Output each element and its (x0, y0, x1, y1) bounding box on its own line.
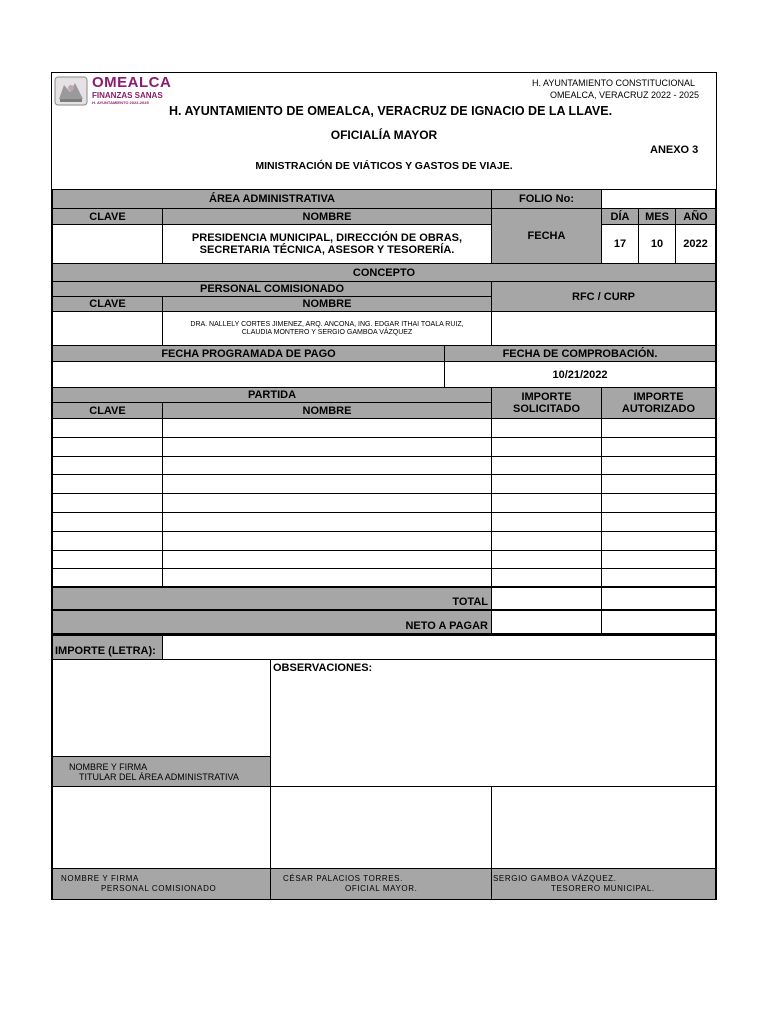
personal-names-line2: CLAUDIA MONTERO Y SERGIO GAMBOA VÁZQUEZ (241, 328, 413, 336)
autorizado-line1: IMPORTE (633, 391, 684, 403)
partida-clave-label: CLAVE (52, 402, 163, 419)
solicitado-line2: SOLICITADO (512, 403, 580, 415)
oficial-caption-line2: OFICIAL MAYOR. (345, 884, 418, 893)
total-label-text: TOTAL (452, 596, 488, 608)
neto-solicitado[interactable] (491, 610, 602, 634)
partida-row-clave[interactable] (52, 531, 163, 551)
neto-label (52, 610, 492, 634)
area-nombre-line2: SECRETARIA TÉCNICA, ASESOR Y TESORERÍA. (199, 244, 455, 256)
rfc-label: RFC / CURP (491, 281, 716, 312)
folio-label: FOLIO No: (491, 189, 602, 209)
oficial-caption-line1: CÉSAR PALACIOS TORRES. (283, 874, 403, 883)
total-label (52, 587, 492, 610)
area-clave-value[interactable] (52, 224, 163, 264)
area-nombre-line1: PRESIDENCIA MUNICIPAL, DIRECCIÓN DE OBRAS, (191, 232, 463, 244)
fecha-programada-label: FECHA PROGRAMADA DE PAGO (52, 345, 445, 362)
partida-row-clave[interactable] (52, 456, 163, 476)
concepto-header: CONCEPTO (52, 263, 716, 282)
partida-row-autorizado[interactable] (601, 418, 716, 438)
header-subject: MINISTRACIÓN DE VIÁTICOS Y GASTOS DE VIAJE. (255, 160, 513, 172)
partida-row-clave[interactable] (52, 437, 163, 457)
titular-caption-line1: NOMBRE Y FIRMA (69, 761, 148, 772)
personal-nombre-label: NOMBRE (162, 296, 492, 312)
area-clave-label: CLAVE (52, 208, 163, 225)
partida-row-solicitado[interactable] (491, 418, 602, 438)
observaciones-box[interactable] (270, 659, 716, 787)
header-annex: ANEXO 3 (650, 144, 699, 156)
total-autorizado[interactable] (601, 587, 716, 610)
importe-solicitado-label (491, 387, 602, 419)
partida-row-autorizado[interactable] (601, 474, 716, 494)
logo-tagline: FINANZAS SANAS (92, 91, 163, 100)
partida-row-solicitado[interactable] (491, 437, 602, 457)
header-right-line2: OMEALCA, VERACRUZ 2022 - 2025 (550, 90, 700, 100)
personal-names-line1: DRA. NALLELY CORTES JIMENEZ, ARQ. ANCONA, ING. EDGAR ITHAI TOALA RUIZ, (190, 320, 464, 328)
partida-row-solicitado[interactable] (491, 456, 602, 476)
fecha-comprobacion-value[interactable]: 10/21/2022 (444, 361, 716, 388)
folio-value[interactable] (601, 189, 716, 209)
area-header: ÁREA ADMINISTRATIVA (52, 189, 492, 209)
header-title: H. AYUNTAMIENTO DE OMEALCA, VERACRUZ DE IGNACIO DE LA LLAVE. (169, 104, 613, 118)
personal-clave-value[interactable] (52, 311, 163, 346)
personal-caption-line1: NOMBRE Y FIRMA (61, 874, 139, 883)
viaticos-form (51, 72, 717, 900)
partida-row-nombre[interactable] (162, 493, 492, 513)
fecha-programada-value[interactable] (52, 361, 445, 388)
partida-row-nombre[interactable] (162, 512, 492, 532)
tesorero-caption (491, 868, 716, 900)
total-solicitado[interactable] (491, 587, 602, 610)
personal-caption (52, 868, 271, 900)
partida-row-nombre[interactable] (162, 550, 492, 570)
area-nombre-value (162, 224, 492, 264)
personal-caption-line2: PERSONAL COMISIONADO (101, 884, 217, 893)
municipal-seal-icon (54, 76, 88, 106)
partida-nombre-label: NOMBRE (162, 402, 492, 419)
oficial-caption (270, 868, 492, 900)
partida-row-nombre[interactable] (162, 418, 492, 438)
partida-row-autorizado[interactable] (601, 456, 716, 476)
importe-letra-value[interactable] (162, 635, 716, 660)
partida-row-solicitado[interactable] (491, 550, 602, 570)
partida-row-solicitado[interactable] (491, 531, 602, 551)
partida-row-autorizado[interactable] (601, 512, 716, 532)
mes-label: MES (638, 208, 676, 225)
partida-row-nombre[interactable] (162, 437, 492, 457)
area-nombre-label: NOMBRE (162, 208, 492, 225)
personal-clave-label: CLAVE (52, 296, 163, 312)
partida-row-nombre[interactable] (162, 474, 492, 494)
solicitado-line1: IMPORTE (521, 391, 572, 403)
logo-subtitle: H. AYUNTAMIENTO 2022-2025 (92, 100, 149, 105)
rfc-value[interactable] (491, 311, 716, 346)
titular-caption-line2: TITULAR DEL ÁREA ADMINISTRATIVA (79, 771, 239, 782)
neto-autorizado[interactable] (601, 610, 716, 634)
mes-value[interactable]: 10 (638, 224, 676, 264)
header-office: OFICIALÍA MAYOR (330, 128, 438, 142)
observaciones-label: OBSERVACIONES: (273, 662, 373, 674)
dia-label: DÍA (601, 208, 639, 225)
partida-row-nombre[interactable] (162, 531, 492, 551)
anio-label: AÑO (675, 208, 716, 225)
importe-letra-text: IMPORTE (LETRA): (55, 645, 156, 657)
header-right-line1: H. AYUNTAMIENTO CONSTITUCIONAL (532, 78, 696, 88)
neto-label-text: NETO A PAGAR (405, 620, 488, 632)
partida-row-clave[interactable] (52, 474, 163, 494)
autorizado-line2: AUTORIZADO (621, 403, 696, 415)
partida-row-autorizado[interactable] (601, 437, 716, 457)
fecha-comprobacion-label: FECHA DE COMPROBACIÓN. (444, 345, 716, 362)
personal-nombres (162, 311, 492, 346)
partida-row-clave[interactable] (52, 493, 163, 513)
omealca-logo (54, 75, 172, 107)
partida-row-autorizado[interactable] (601, 493, 716, 513)
partida-row-clave[interactable] (52, 512, 163, 532)
partida-row-clave[interactable] (52, 550, 163, 570)
fecha-label: FECHA (491, 208, 602, 264)
tesorero-caption-line1: SERGIO GAMBOA VÁZQUEZ. (493, 874, 617, 883)
tesorero-caption-line2: TESORERO MUNICIPAL. (551, 884, 655, 893)
dia-value[interactable]: 17 (601, 224, 639, 264)
partida-row-autorizado[interactable] (601, 550, 716, 570)
partida-row-solicitado[interactable] (491, 512, 602, 532)
titular-caption (52, 756, 271, 787)
importe-autorizado-label (601, 387, 716, 419)
logo-name: OMEALCA (92, 74, 172, 91)
partida-rows (52, 418, 716, 587)
importe-letra-label (52, 635, 163, 660)
partida-row-nombre[interactable] (162, 456, 492, 476)
anio-value[interactable]: 2022 (675, 224, 716, 264)
personal-header: PERSONAL COMISIONADO (52, 281, 492, 297)
partida-row-solicitado[interactable] (491, 493, 602, 513)
partida-row-clave[interactable] (52, 418, 163, 438)
partida-header: PARTIDA (52, 387, 492, 403)
partida-row-autorizado[interactable] (601, 531, 716, 551)
partida-row-solicitado[interactable] (491, 474, 602, 494)
